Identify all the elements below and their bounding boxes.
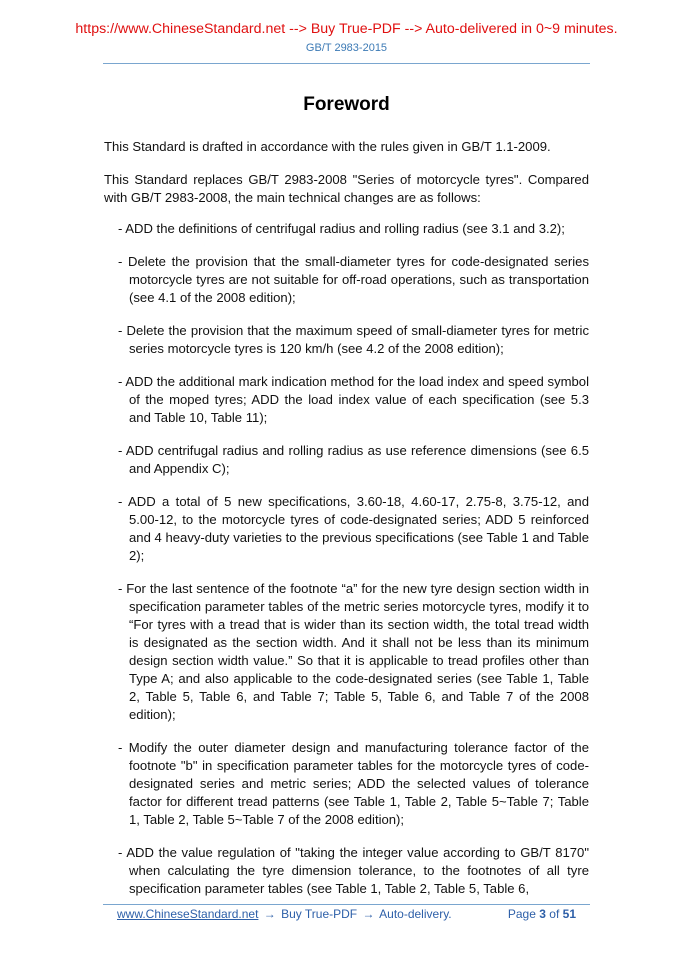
page-footer — [103, 906, 590, 924]
list-item: - ADD a total of 5 new specifications, 3.60-18, 4.60-17, 2.75-8, 3.75-12, and 5.00-12, to the motorcycle tyres of code-designated series; ADD 5 reinforced and 4 heavy-duty varieties to the previous specifications (see Table 1 and Table 2); — [118, 494, 589, 563]
page-label: Page — [507, 907, 536, 921]
list-item: - Delete the provision that the small-diameter tyres for code-designated series motorcycle tyres are not suitable for off-road operations, such as transportation (see 4.1 of the 2008 edition); — [118, 254, 589, 305]
standard-code-header: GB/T 2983-2015 — [305, 42, 388, 54]
list-item: - ADD the definitions of centrifugal radius and rolling radius (see 3.1 and 3.2); — [118, 221, 565, 236]
page-total: 51 — [562, 907, 576, 921]
page-current: 3 — [539, 907, 546, 921]
header-divider — [103, 63, 590, 64]
arrow-right-icon: → — [263, 907, 276, 921]
page-of: of — [549, 907, 560, 921]
page-title: Foreword — [303, 94, 390, 115]
list-item: - Modify the outer diameter design and manufacturing tolerance factor of the footnote "b" in specification parameter tables for the motorcycle tyres of code-designated series and metric series; ADD the selected values of tolerance factor for different tread patterns (see Table 1, Table 2, Table 5~Table 7; Table 1, Table 2, Table 5~Table 7 of the 2008 edition); — [118, 740, 589, 827]
page-number — [508, 906, 576, 922]
technical-changes-list — [118, 220, 589, 913]
footer-divider — [103, 904, 590, 905]
list-item: - ADD centrifugal radius and rolling radius as use reference dimensions (see 6.5 and Appendix C); — [118, 443, 589, 476]
list-item: - For the last sentence of the footnote “a” for the new tyre design section width in specification parameter tables of the metric series motorcycle tyres, modify it to “For tyres with a tread that is wider than its section width, the total tread width is designated as the section width. And it shall not be less than its minimum design section width value.” So that it is applicable to tread profiles other than Type A; and also applicable to the code-designated series (see Table 1, Table 2, Table 5, Table 6, and Table 7; Table 5, Table 6, and Table 7 of the 2008 edition); — [118, 581, 589, 722]
footer-delivery-text: Auto-delivery. — [379, 907, 452, 921]
top-banner-link[interactable]: https://www.ChineseStandard.net --> Buy True-PDF --> Auto-delivered in 0~9 minutes. — [75, 21, 618, 37]
arrow-right-icon: → — [362, 907, 375, 921]
replacement-paragraph: This Standard replaces GB/T 2983-2008 "Series of motorcycle tyres". Compared with GB/T 2983-2008, the main technical changes are as follows: — [104, 172, 589, 205]
intro-paragraph: This Standard is drafted in accordance with the rules given in GB/T 1.1-2009. — [104, 139, 551, 154]
list-item: - ADD the value regulation of "taking the integer value according to GB/T 8170" when calculating the tyre dimension tolerance, to the footnotes of all tyre specification parameter tables (see Table 1, Table 2, Table 5, Table 6, — [118, 845, 589, 896]
footer-buy-link[interactable]: Buy True-PDF — [281, 907, 358, 921]
list-item: - ADD the additional mark indication method for the load index and speed symbol of the moped tyres; ADD the load index value of each specification (see 5.3 and Table 10, Table 11); — [118, 374, 589, 425]
footer-links — [117, 906, 452, 922]
footer-site-link[interactable]: www.ChineseStandard.net — [117, 907, 259, 921]
list-item: - Delete the provision that the maximum speed of small-diameter tyres for metric series motorcycle tyres is 120 km/h (see 4.2 of the 2008 edition); — [118, 323, 589, 356]
